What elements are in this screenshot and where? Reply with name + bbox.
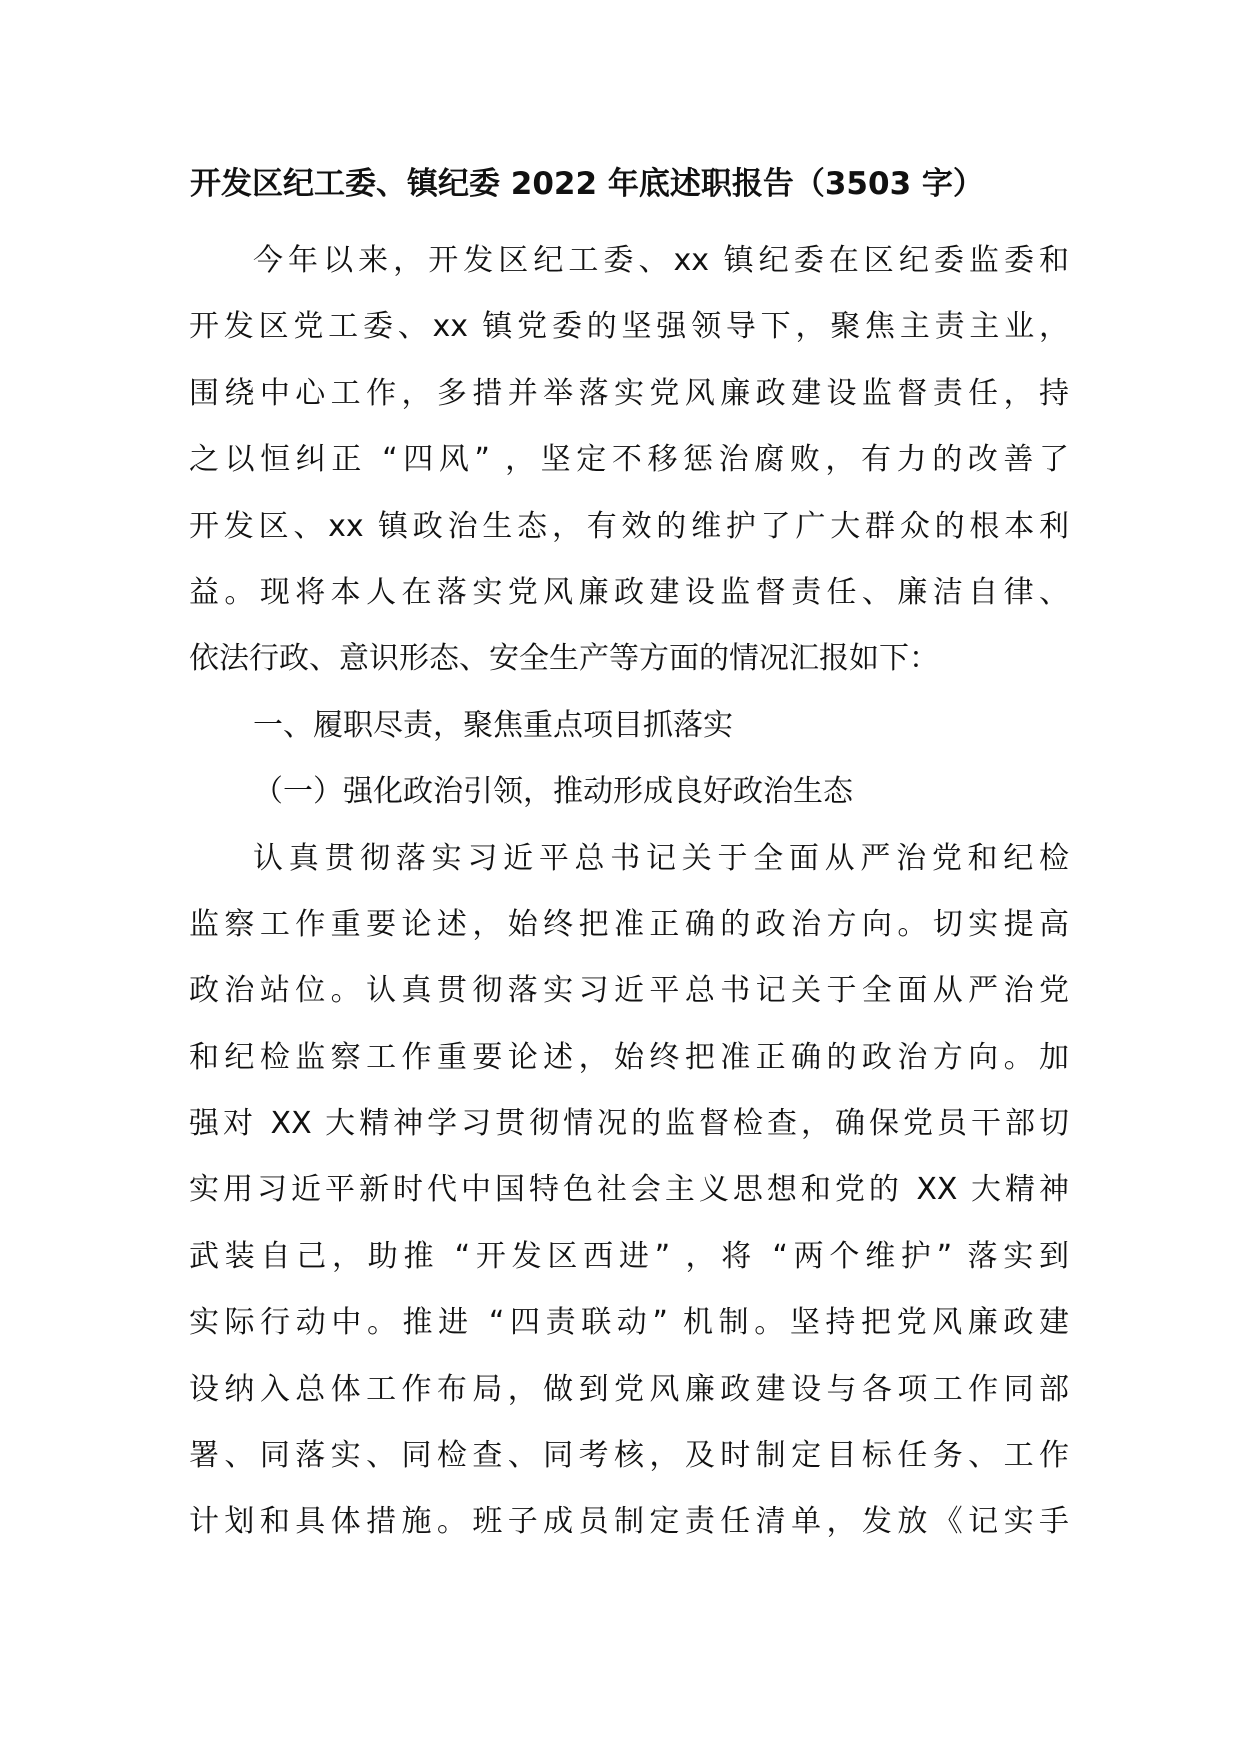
paragraph-line: 署、同落实、同检查、同考核，及时制定目标任务、工作 [189,1438,1069,1474]
paragraph-line: 政治站位。认真贯彻落实习近平总书记关于全面从严治党 [189,973,1069,1009]
paragraph-line: 开发区、xx 镇政治生态，有效的维护了广大群众的根本利 [189,508,1069,544]
paragraph-line: 益。现将本人在落实党风廉政建设监督责任、廉洁自律、 [189,574,1069,610]
document-body [189,228,1069,1556]
subsection-heading: （一）强化政治引领，推动形成良好政治生态 [253,774,853,810]
paragraph-line: 围绕中心工作，多措并举落实党风廉政建设监督责任，持 [189,375,1069,411]
paragraph-line: 监察工作重要论述，始终把准正确的政治方向。切实提高 [189,906,1069,942]
document-title: 开发区纪工委、镇纪委 2022 年底述职报告（3503 字） [190,166,984,202]
paragraph-line: 今年以来，开发区纪工委、xx 镇纪委在区纪委监委和 [253,243,1069,278]
section-heading: 一、履职尽责，聚焦重点项目抓落实 [253,707,733,743]
paragraph-line: 实际行动中。推进 “四责联动” 机制。坚持把党风廉政建 [189,1305,1069,1341]
paragraph-line: 认真贯彻落实习近平总书记关于全面从严治党和纪检 [253,840,1069,876]
paragraph-line: 之以恒纠正 “四风” ，坚定不移惩治腐败，有力的改善了 [189,442,1069,478]
paragraph-line: 强对 XX 大精神学习贯彻情况的监督检查，确保党员干部切 [189,1106,1069,1142]
paragraph-line: 开发区党工委、xx 镇党委的坚强领导下，聚焦主责主业， [189,309,1069,345]
paragraph-line: 实用习近平新时代中国特色社会主义思想和党的 XX 大精神 [189,1172,1069,1208]
paragraph-line: 武装自己，助推 “开发区西进” ，将 “两个维护” 落实到 [189,1238,1069,1274]
paragraph-line: 设纳入总体工作布局，做到党风廉政建设与各项工作同部 [189,1371,1069,1407]
paragraph-line: 和纪检监察工作重要论述，始终把准正确的政治方向。加 [189,1039,1069,1075]
paragraph-line: 计划和具体措施。班子成员制定责任清单，发放《记实手 [189,1504,1069,1540]
paragraph-line: 依法行政、意识形态、安全生产等方面的情况汇报如下： [189,641,939,677]
